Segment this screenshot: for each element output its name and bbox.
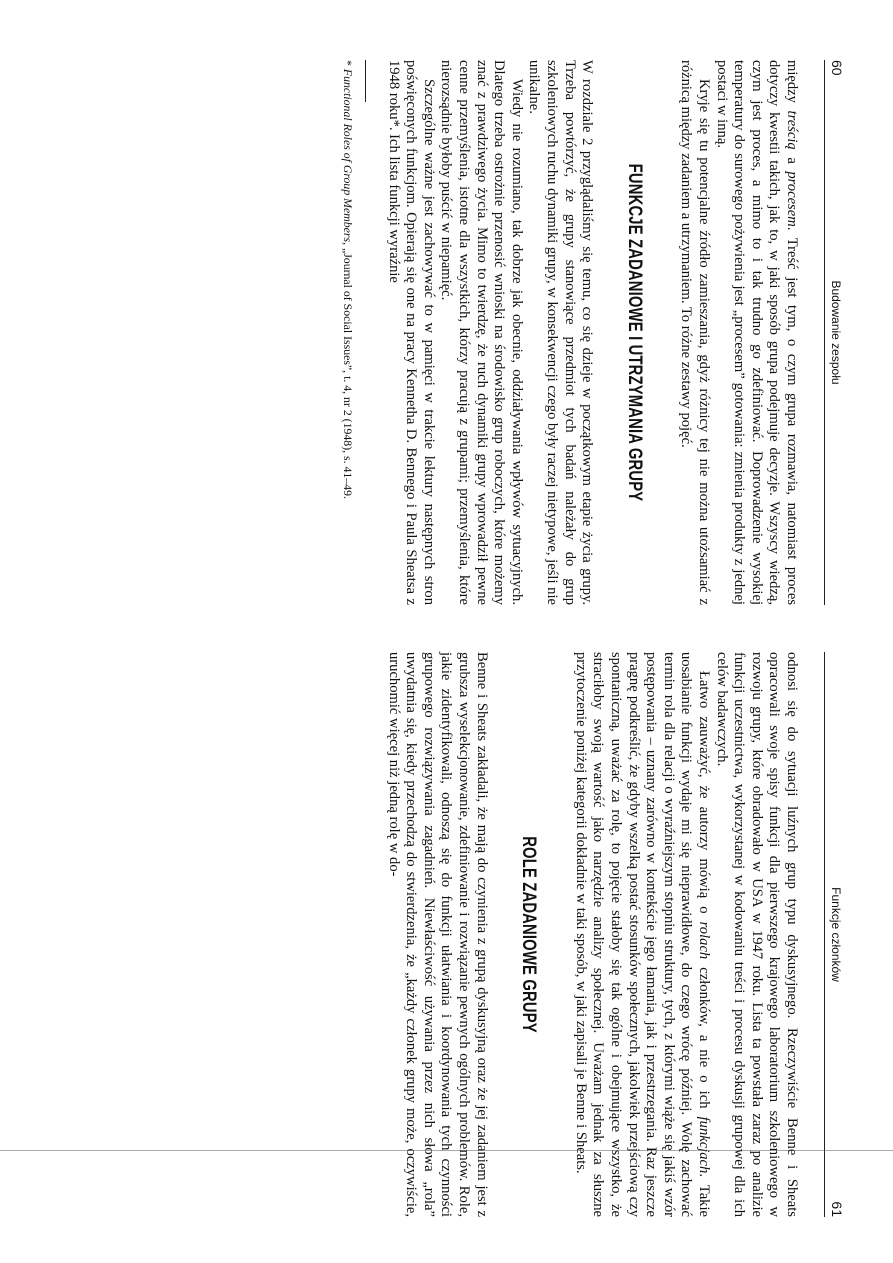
left-body-text bbox=[341, 60, 800, 605]
footnote-rule bbox=[365, 60, 366, 102]
page-number-left: 60 bbox=[829, 60, 845, 76]
running-head-left bbox=[824, 60, 847, 605]
paragraph: Kryje się tu potencjalne źródło zamieszania, gdyż różnicy tej nie można utożsamiać z różnicą między zadaniem a utrzymaniem. To różne zestawy pojęć. bbox=[678, 60, 713, 605]
section-heading: FUNKCJE ZADANIOWE I UTRZYMANIA GRUPY bbox=[623, 163, 645, 502]
paragraph: Szczególne ważne jest zachowywać to w pamięci w trakcie lektury następnych stron poświęconych funkcjom. Opierają się one na pracy Kennetha D. Bennego i Paula Sheatsa z 1948 roku*. Ich lista funkcji wyraźnie bbox=[385, 60, 437, 605]
running-head-right bbox=[824, 652, 847, 1217]
paragraph: odnosi się do sytuacji luźnych grup typu dyskusyjnego. Rzeczywiście Benne i Sheats opracowali swoje spisy funkcji dla pierwszego krajowego laboratorium szkoleniowego w rozwoju grupy, które obradowało w USA w 1947 roku. Lista ta powstała zaraz po analizie funkcji uczestnictwa, wykorzystanej w kodowaniu treści i procesu dyskusji grupowej dla ich celów badawczych. bbox=[713, 652, 800, 1217]
section-heading: ROLE ZADANIOWE GRUPY bbox=[518, 836, 540, 1033]
paragraph: Benne i Sheats zakładali, że mają do czynienia z grupą dyskusyjną oraz że jej zadaniem jest z grubsza wyselekcjonowanie, zdefiniowanie i rozwiązanie pewnych ogólnych problemów. Role, jakie zidentyfikowali, odnoszą się do funkcji ułatwiania i koordynowania tych czynności grupowego rozwiązywania zagadnień. Niewłaściwość używania przez nich słowa „rola” uwydatnia się, kiedy przechodzą do stwierdzenia, że „każdy członek grupy może, oczywiście, uruchomić więcej niż jedną rolę w do- bbox=[385, 652, 490, 1217]
paragraph: Wiedy nie rozumiano, tak dobrze jak obecnie, oddziaływania wpływów sytuacyjnych. Dlatego trzeba ostrożnie przenosić wnioski na środowisko grup roboczych, które możemy znać z prawdziwego życia. Mimo to twierdzę, że ruch dynamiki grupy wprowadził pewne cenne przemyślenia, istotne dla wszystkich, którzy pracują z grupami; przemyślenia, które nierozsądnie byłoby puścić w niepamięć. bbox=[438, 60, 525, 605]
running-title-right: Funkcje członków bbox=[829, 887, 843, 982]
running-title-left: Budowanie zespołu bbox=[829, 280, 843, 385]
page-number-right: 61 bbox=[829, 1201, 845, 1217]
right-body-text bbox=[384, 652, 800, 1217]
footnote: * Functional Roles of Group Members, „Journal of Social Issues”, t. 4, nr 2 (1948), s. 41–49. bbox=[341, 60, 356, 499]
paragraph: między treścią a procesem. Treść jest tym, o czym grupa rozmawia, natomiast proces dotyczy kwestii takich, jak to, w jaki sposób grupa podejmuje decyzje. Wszyscy wiedzą, czym jest proces, a mimo to i tak trudno go zdefiniować. Doprowadzenie wysokiej temperatury do surowego pożywienia jest „procesem” gotowania: zmienia produkty z jednej postaci w inną. bbox=[713, 60, 800, 606]
paragraph: W rozdziale 2 przyglądaliśmy się temu, co się dzieje w początkowym etapie życia grupy. Trzeba powtórzyć, że grupy stanowiące przedmiot tych badań należały do grup szkoleniowych ruchu dynamiki grupy, w konsekwencji czego były raczej nietypowe, jeśli nie unikalne. bbox=[526, 60, 596, 605]
paragraph: Łatwo zauważyć, że autorzy mówią o rolach członków, a nie o ich funkcjach. Takie uosabianie funkcji wydaje mi się nieprawidłowe, do czego wrócę później. Wolę zachować termin rola dla relacji o wyraźniejszym stopniu struktury, tych, z którymi wiąże się jakiś wzór postępowania – uznany zarówno w kontekście jego łamania, jak i przestrzegania. Raz jeszcze pragnę podkreślić, że gdyby wszelką postać stosunków społecznych, jakolwiek przejściową czy spontaniczną, uważać za rolę, to pojęcie stałoby się tak ogólne i obejmujące wszystko, że straciłoby swoją wartość jako narzędzie analizy społecznej. Uważam jednak za słuszne przytoczenie poniżej kategorii dokładnie w taki sposób, w jaki zapisali je Benne i Sheats. bbox=[572, 652, 713, 1217]
scan-edge bbox=[0, 1150, 893, 1263]
